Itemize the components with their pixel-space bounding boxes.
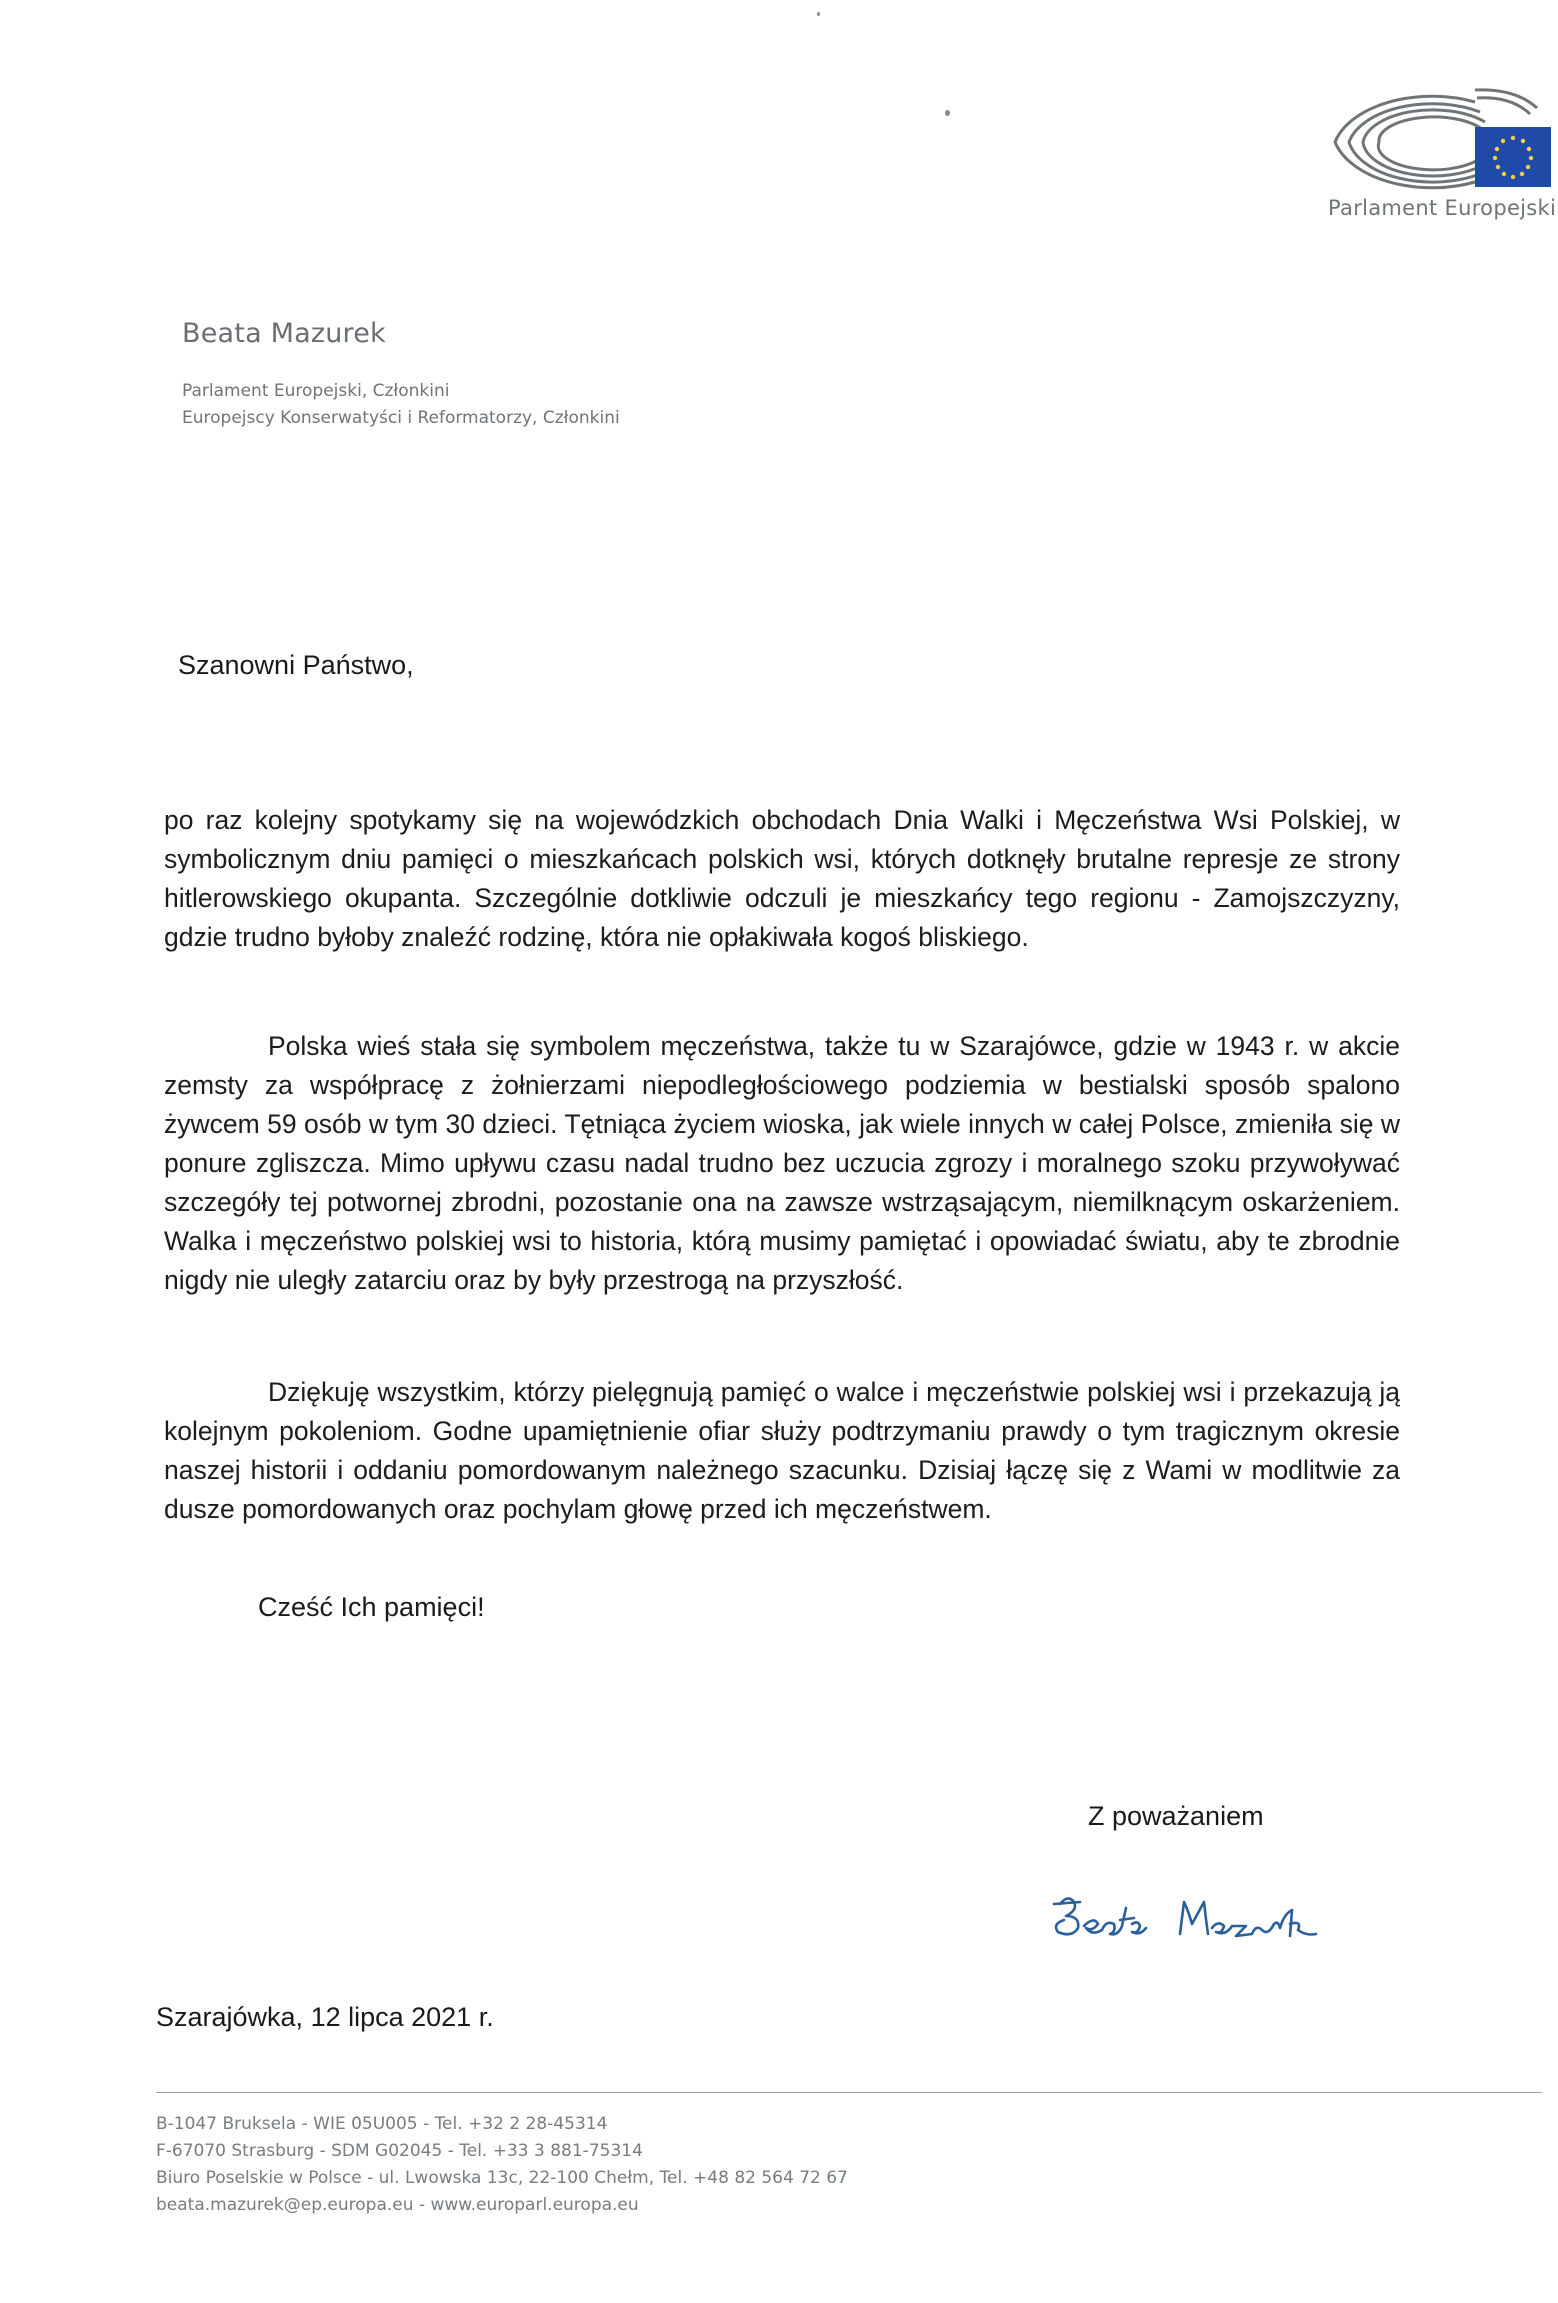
letter-paragraph: po raz kolejny spotykamy się na wojewódzkich obchodach Dnia Walki i Męczeństwa Wsi Polskiej, w symbolicznym dniu pamięci o mieszkańcach polskich wsi, których dotknęły brutalne represje ze strony hitlerowskiego okupanta. Szczególnie dotkliwie odczuli je mieszkańcy tego regionu - Zamojszczyzny, gdzie trudno byłoby znaleźć rodzinę, która nie opłakiwała kogoś bliskiego.	[164, 805, 1400, 952]
sender-name: Beata Mazurek	[182, 318, 386, 349]
sender-affiliation: Europejscy Konserwatyści i Reformatorzy, Członkini	[182, 408, 620, 428]
sender-affiliation: Parlament Europejski, Członkini	[182, 381, 450, 401]
letter-paragraph: Dziękuję wszystkim, którzy pielęgnują pamięć o walce i męczeństwie polskiej wsi i przekazują ją kolejnym pokoleniom. Godne upamiętnienie ofiar służy podtrzymaniu prawdy o tym tragicznym okresie naszej historii i oddaniu pomordowanym należnego szacunku. Dzisiaj łączę się z Wami w modlitwie za dusze pomordowanych oraz pochylam głowę przed ich męczeństwem.	[164, 1377, 1400, 1524]
hemicycle-icon	[1325, 82, 1555, 192]
footer-address-line: F-67070 Strasburg - SDM G02045 - Tel. +33 3 881-75314	[156, 2141, 643, 2161]
letter-paragraph: Polska wieś stała się symbolem męczeństwa, także tu w Szarajówce, gdzie w 1943 r. w akcie zemsty za współpracę z żołnierzami niepodległościowego podziemia w bestialski sposób spalono żywcem 59 osób w tym 30 dzieci. Tętniąca życiem wioska, jak wiele innych w całej Polsce, zmieniła się w ponure zgliszcza. Mimo upływu czasu nadal trudno bez uczucia zgrozy i moralnego szoku przywoływać szczegóły tej potwornej zbrodni, pozostanie ona na zawsze wstrząsającym, niemilknącym oskarżeniem. Walka i męczeństwo polskiej wsi to historia, którą musimy pamiętać i opowiadać światu, aby te zbrodnie nigdy nie uległy zatarciu oraz by były przestrogą na przyszłość.	[164, 1031, 1400, 1295]
signature	[1040, 1880, 1370, 1960]
footer-contact-line: beata.mazurek@ep.europa.eu - www.europarl.europa.eu	[156, 2195, 639, 2215]
institution-name: Parlament Europejski	[1328, 196, 1557, 220]
place-date: Szarajówka, 12 lipca 2021 r.	[156, 2002, 494, 2032]
footer-address-line: Biuro Poselskie w Polsce - ul. Lwowska 13c, 22-100 Chełm, Tel. +48 82 564 72 67	[156, 2168, 848, 2188]
regards: Z poważaniem	[1088, 1801, 1264, 1831]
footer-divider	[156, 2092, 1542, 2093]
closing-line: Cześć Ich pamięci!	[258, 1592, 485, 1622]
scan-speck	[817, 12, 820, 16]
scan-speck	[945, 110, 950, 116]
salutation: Szanowni Państwo,	[178, 650, 414, 680]
footer-address-line: B-1047 Bruksela - WIE 05U005 - Tel. +32 2 28-45314	[156, 2114, 608, 2134]
